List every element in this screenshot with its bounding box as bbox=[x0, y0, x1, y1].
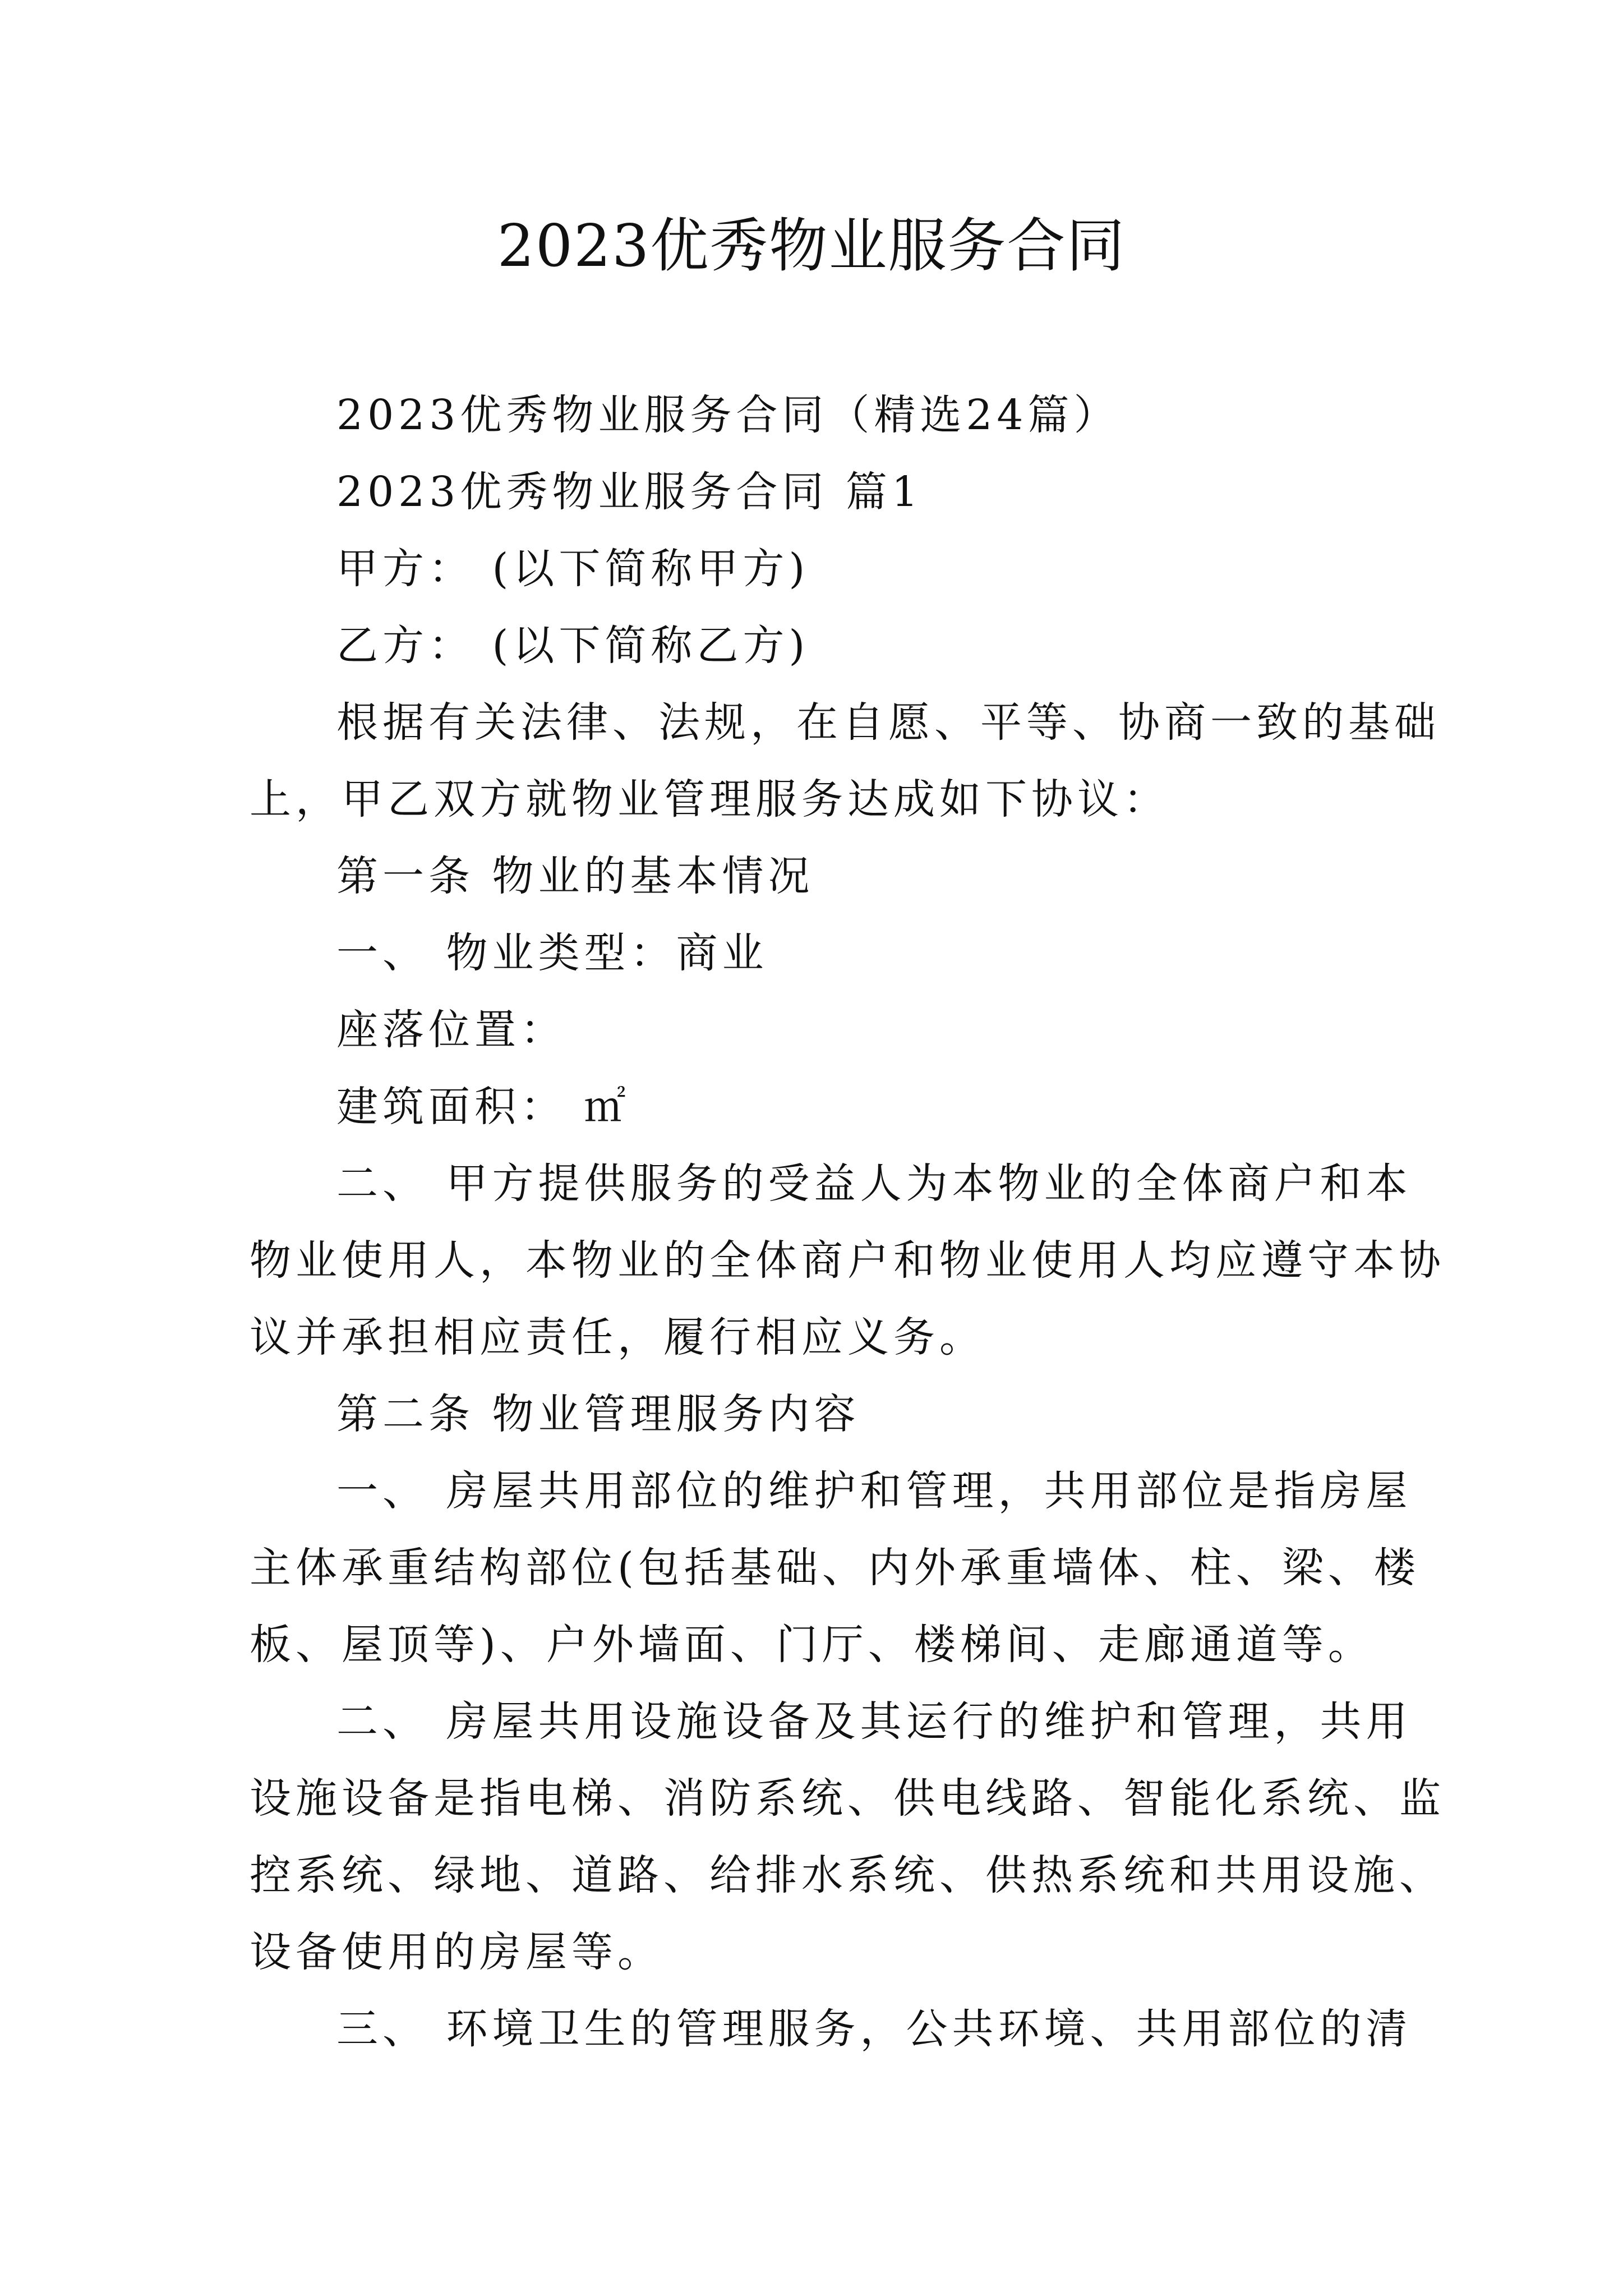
paragraph-line: 第一条 物业的基本情况 bbox=[336, 852, 814, 900]
paragraph-line: 座落位置： bbox=[336, 1006, 566, 1054]
paragraph-line: 二、 房屋共用设施设备及其运行的维护和管理，共用 bbox=[336, 1697, 1412, 1746]
paragraph-line: 一、 物业类型：商业 bbox=[336, 929, 768, 977]
paragraph-line: 设施设备是指电梯、消防系统、供电线路、智能化系统、监 bbox=[250, 1774, 1445, 1823]
paragraph-line: 议并承担相应责任，履行相应义务。 bbox=[250, 1313, 985, 1361]
paragraph-line: 三、 环境卫生的管理服务，公共环境、共用部位的清 bbox=[336, 2005, 1412, 2053]
paragraph-line: 乙方： (以下简称乙方) bbox=[336, 622, 810, 670]
paragraph-line: 主体承重结构部位(包括基础、内外承重墙体、柱、梁、楼 bbox=[250, 1544, 1420, 1592]
document-title: 2023优秀物业服务合同 bbox=[497, 211, 1126, 280]
paragraph-line: 二、 甲方提供服务的受益人为本物业的全体商户和本 bbox=[336, 1159, 1412, 1208]
paragraph-line: 一、 房屋共用部位的维护和管理，共用部位是指房屋 bbox=[336, 1467, 1412, 1515]
paragraph-line: 建筑面积： ㎡ bbox=[336, 1083, 630, 1131]
paragraph-line: 根据有关法律、法规，在自愿、平等、协商一致的基础 bbox=[336, 698, 1440, 747]
paragraph-line: 物业使用人，本物业的全体商户和物业使用人均应遵守本协 bbox=[250, 1236, 1445, 1285]
paragraph-line: 板、屋顶等)、户外墙面、门厅、楼梯间、走廊通道等。 bbox=[250, 1621, 1374, 1669]
paragraph-line: 甲方： (以下简称甲方) bbox=[336, 545, 810, 593]
paragraph-line: 上，甲乙双方就物业管理服务达成如下协议： bbox=[250, 775, 1169, 823]
paragraph-line: 2023优秀物业服务合同 篇1 bbox=[336, 468, 923, 516]
paragraph-line: 2023优秀物业服务合同（精选24篇） bbox=[336, 391, 1120, 439]
paragraph-line: 控系统、绿地、道路、给排水系统、供热系统和共用设施、 bbox=[250, 1851, 1445, 1899]
paragraph-line: 设备使用的房屋等。 bbox=[250, 1928, 663, 1976]
paragraph-line: 第二条 物业管理服务内容 bbox=[336, 1390, 860, 1438]
